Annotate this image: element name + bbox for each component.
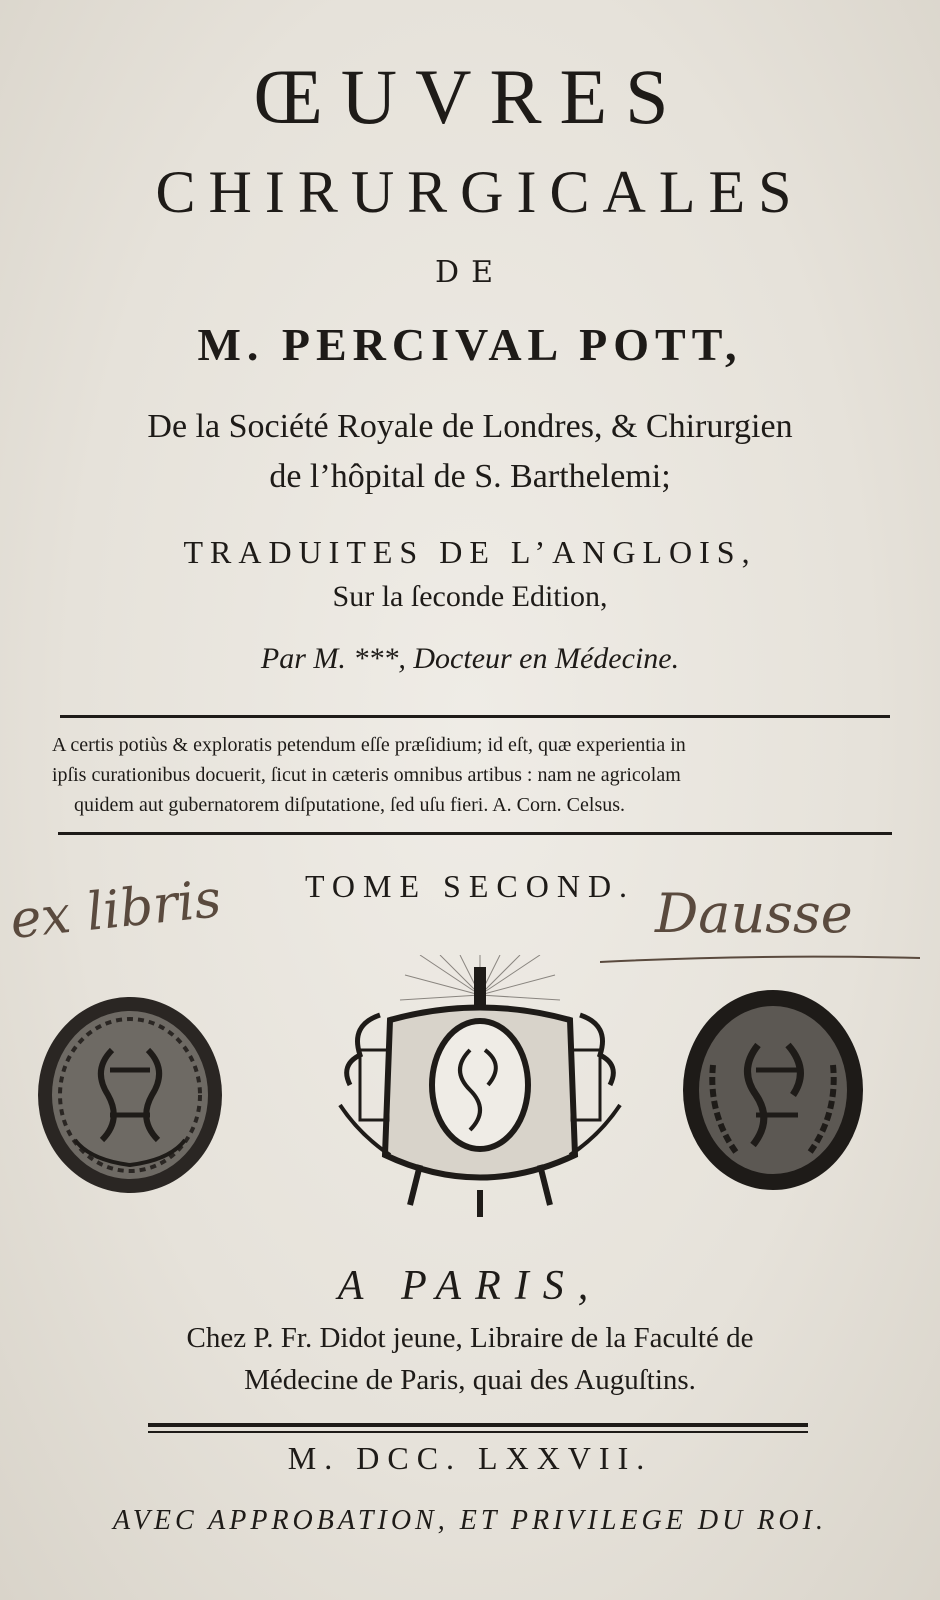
epigraph-line-2: ipſis curationibus docuerit, ſicut in cæteris omnibus artibus : nam ne agricolam [52, 764, 681, 786]
double-rule-lower [148, 1431, 808, 1433]
handwritten-owner-name: Dausse [655, 882, 853, 945]
author-affiliation-2: de l’hôpital de S. Barthelemi; [269, 458, 671, 495]
title-line-2: CHIRURGICALES [155, 159, 805, 225]
handwritten-ex-libris: ex libris [7, 869, 224, 951]
author-affiliation-1: De la Société Royale de Londres, & Chirurgien [147, 408, 793, 445]
epigraph-line-1: A certis potiùs & exploratis petendum eſſe præſidium; id eſt, quæ experientia in [52, 734, 686, 756]
publication-year: M. DCC. LXXVII. [287, 1440, 653, 1476]
edition-note: Sur la ſeconde Edition, [332, 580, 608, 613]
rule-bottom [58, 832, 892, 835]
imprint-city: A PARIS, [337, 1263, 603, 1309]
rule-top [60, 715, 890, 718]
translator-credit: Par M. ***, Docteur en Médecine. [260, 642, 680, 675]
right-seal-stamp-icon [678, 985, 868, 1195]
royal-privilege: AVEC APPROBATION, ET PRIVILEGE DU ROI. [113, 1505, 827, 1536]
handwritten-underline [600, 950, 920, 970]
left-seal-stamp-icon [30, 990, 230, 1200]
printer-device-ornament-icon [320, 955, 640, 1245]
translation-note: TRADUITES DE L’ANGLOIS, [183, 534, 757, 570]
volume-label: TOME SECOND. [304, 868, 636, 904]
epigraph [52, 730, 902, 820]
author-name: M. PERCIVAL POTT, [197, 319, 743, 370]
epigraph-line-3: quidem aut gubernatorem diſputatione, ſed uſu fieri. A. Corn. Celsus. [74, 794, 626, 816]
publisher-line-1: Chez P. Fr. Didot jeune, Libraire de la Faculté de [186, 1322, 754, 1354]
publisher-line-2: Médecine de Paris, quai des Auguſtins. [244, 1364, 696, 1396]
title-line-1: ŒUVRES [253, 53, 687, 140]
double-rule-upper [148, 1423, 808, 1427]
title-de: DE [435, 255, 505, 290]
